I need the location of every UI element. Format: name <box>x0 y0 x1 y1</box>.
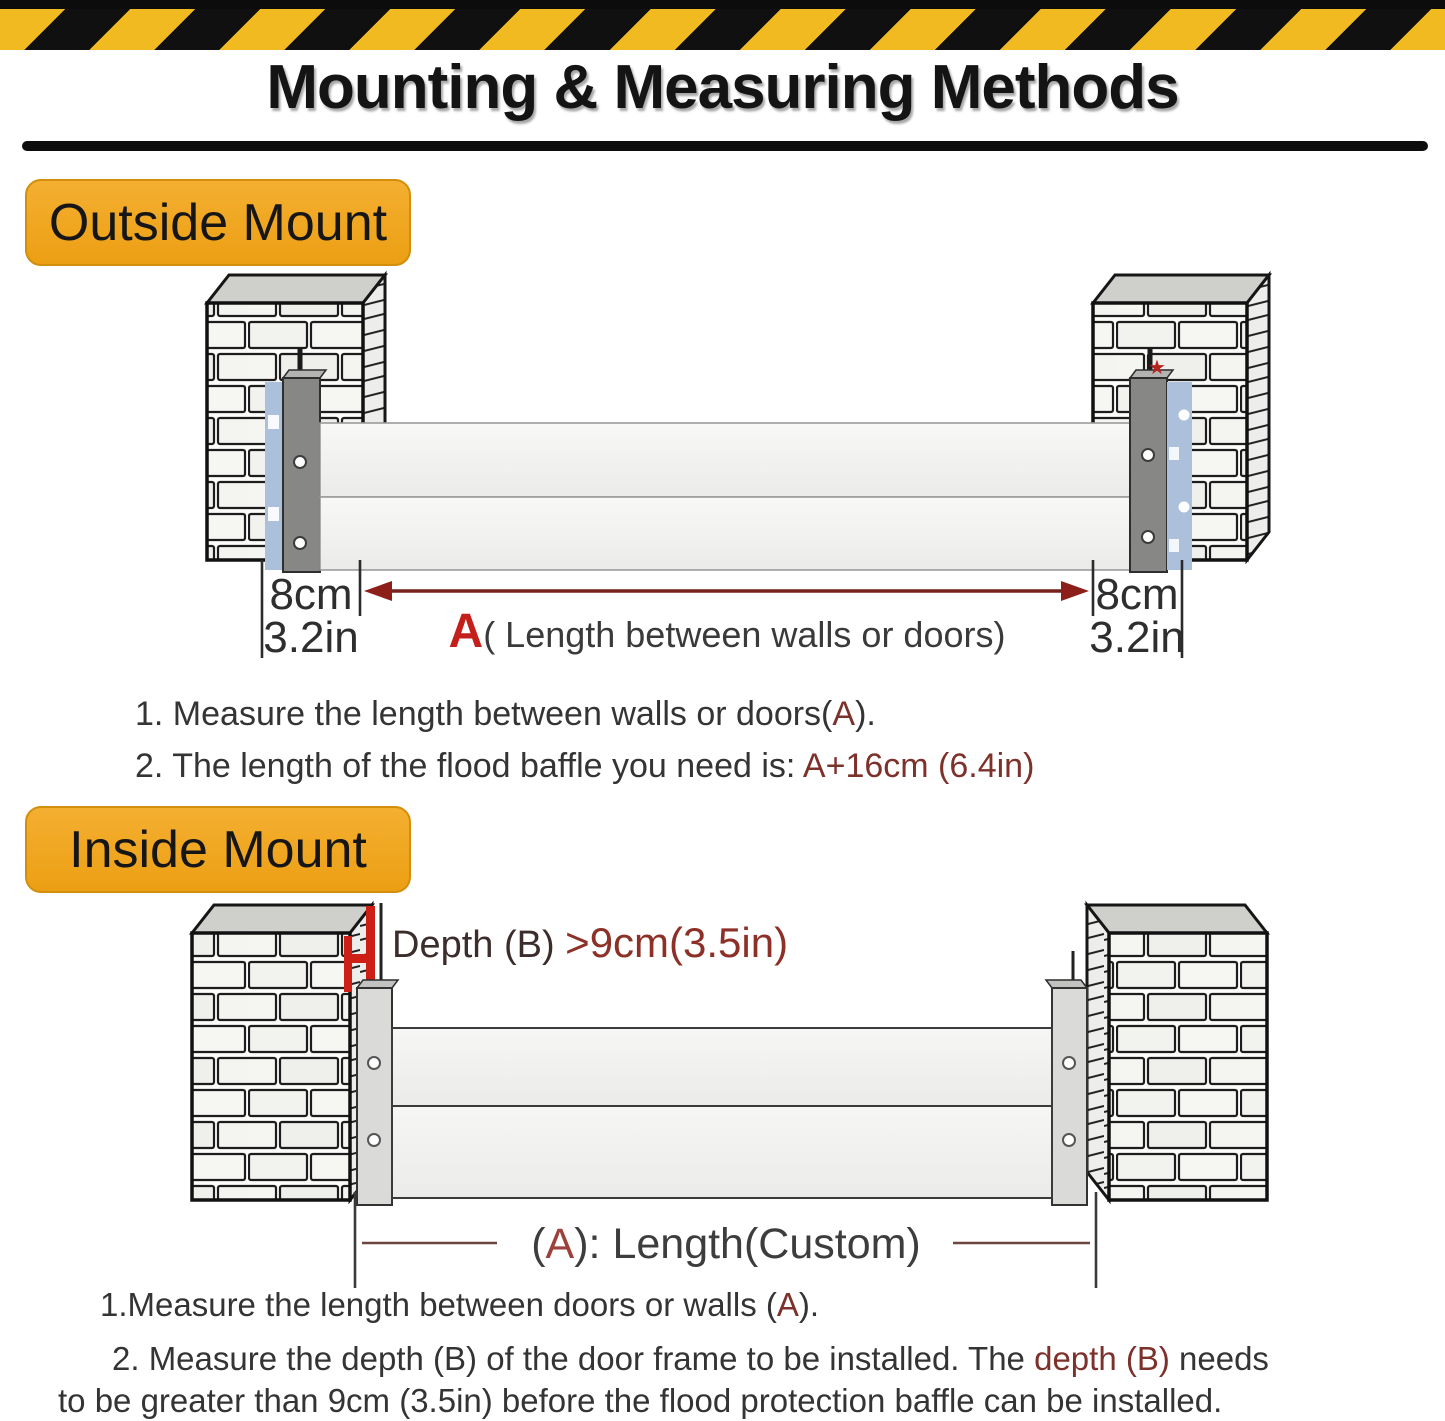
right-overlap-in: 3.2in <box>1089 613 1185 662</box>
outside-step-1: 1. Measure the length between walls or doors(A). <box>135 695 876 733</box>
inside-right-pillar <box>1087 905 1267 1200</box>
length-a-arrow <box>364 581 1089 601</box>
screw-hole <box>368 1134 380 1146</box>
inside-barrier-panels <box>392 1028 1052 1198</box>
screw-hole <box>1142 449 1154 461</box>
outside-step-2: 2. The length of the flood baffle you need is: A+16cm (6.4in) <box>135 747 1035 785</box>
inside-mount-diagram <box>0 900 1445 1292</box>
inside-step-2: 2. Measure the depth (B) of the door frame to be installed. The depth (B) needs <box>112 1340 1269 1377</box>
left-seal-strip <box>265 382 283 570</box>
page-title: Mounting & Measuring Methods <box>266 53 1179 122</box>
screw-hole <box>1063 1057 1075 1069</box>
length-a-label: A( Length between walls or doors) <box>448 605 1006 658</box>
inside-step-2-cont: to be greater than 9cm (3.5in) before the flood protection baffle can be installed. <box>58 1382 1223 1419</box>
right-overlap-cm: 8cm <box>1095 570 1179 619</box>
title-underline <box>22 141 1428 151</box>
right-seal-strip <box>1167 382 1192 570</box>
hazard-top-bar <box>0 0 1445 9</box>
screw-hole <box>294 456 306 468</box>
outside-mount-diagram <box>0 268 1445 682</box>
depth-b-label: Depth (B) >9cm(3.5in) <box>392 919 789 966</box>
red-star-marker: ★ <box>1148 357 1166 379</box>
inside-mount-badge: Inside Mount <box>25 806 411 893</box>
outside-mount-badge: Outside Mount <box>25 179 411 266</box>
inside-step-1: 1.Measure the length between doors or walls (A). <box>100 1286 820 1323</box>
hazard-stripe-banner <box>0 9 1445 50</box>
outside-barrier-panels <box>320 423 1130 570</box>
screw-hole <box>1142 531 1154 543</box>
screw-hole <box>294 537 306 549</box>
left-overlap-cm: 8cm <box>269 570 353 619</box>
left-overlap-in: 3.2in <box>263 613 359 662</box>
length-custom-label: (A): Length(Custom) <box>531 1220 921 1268</box>
screw-hole <box>368 1057 380 1069</box>
right-mounting-bracket <box>1130 370 1173 572</box>
screw-hole <box>1063 1134 1075 1146</box>
